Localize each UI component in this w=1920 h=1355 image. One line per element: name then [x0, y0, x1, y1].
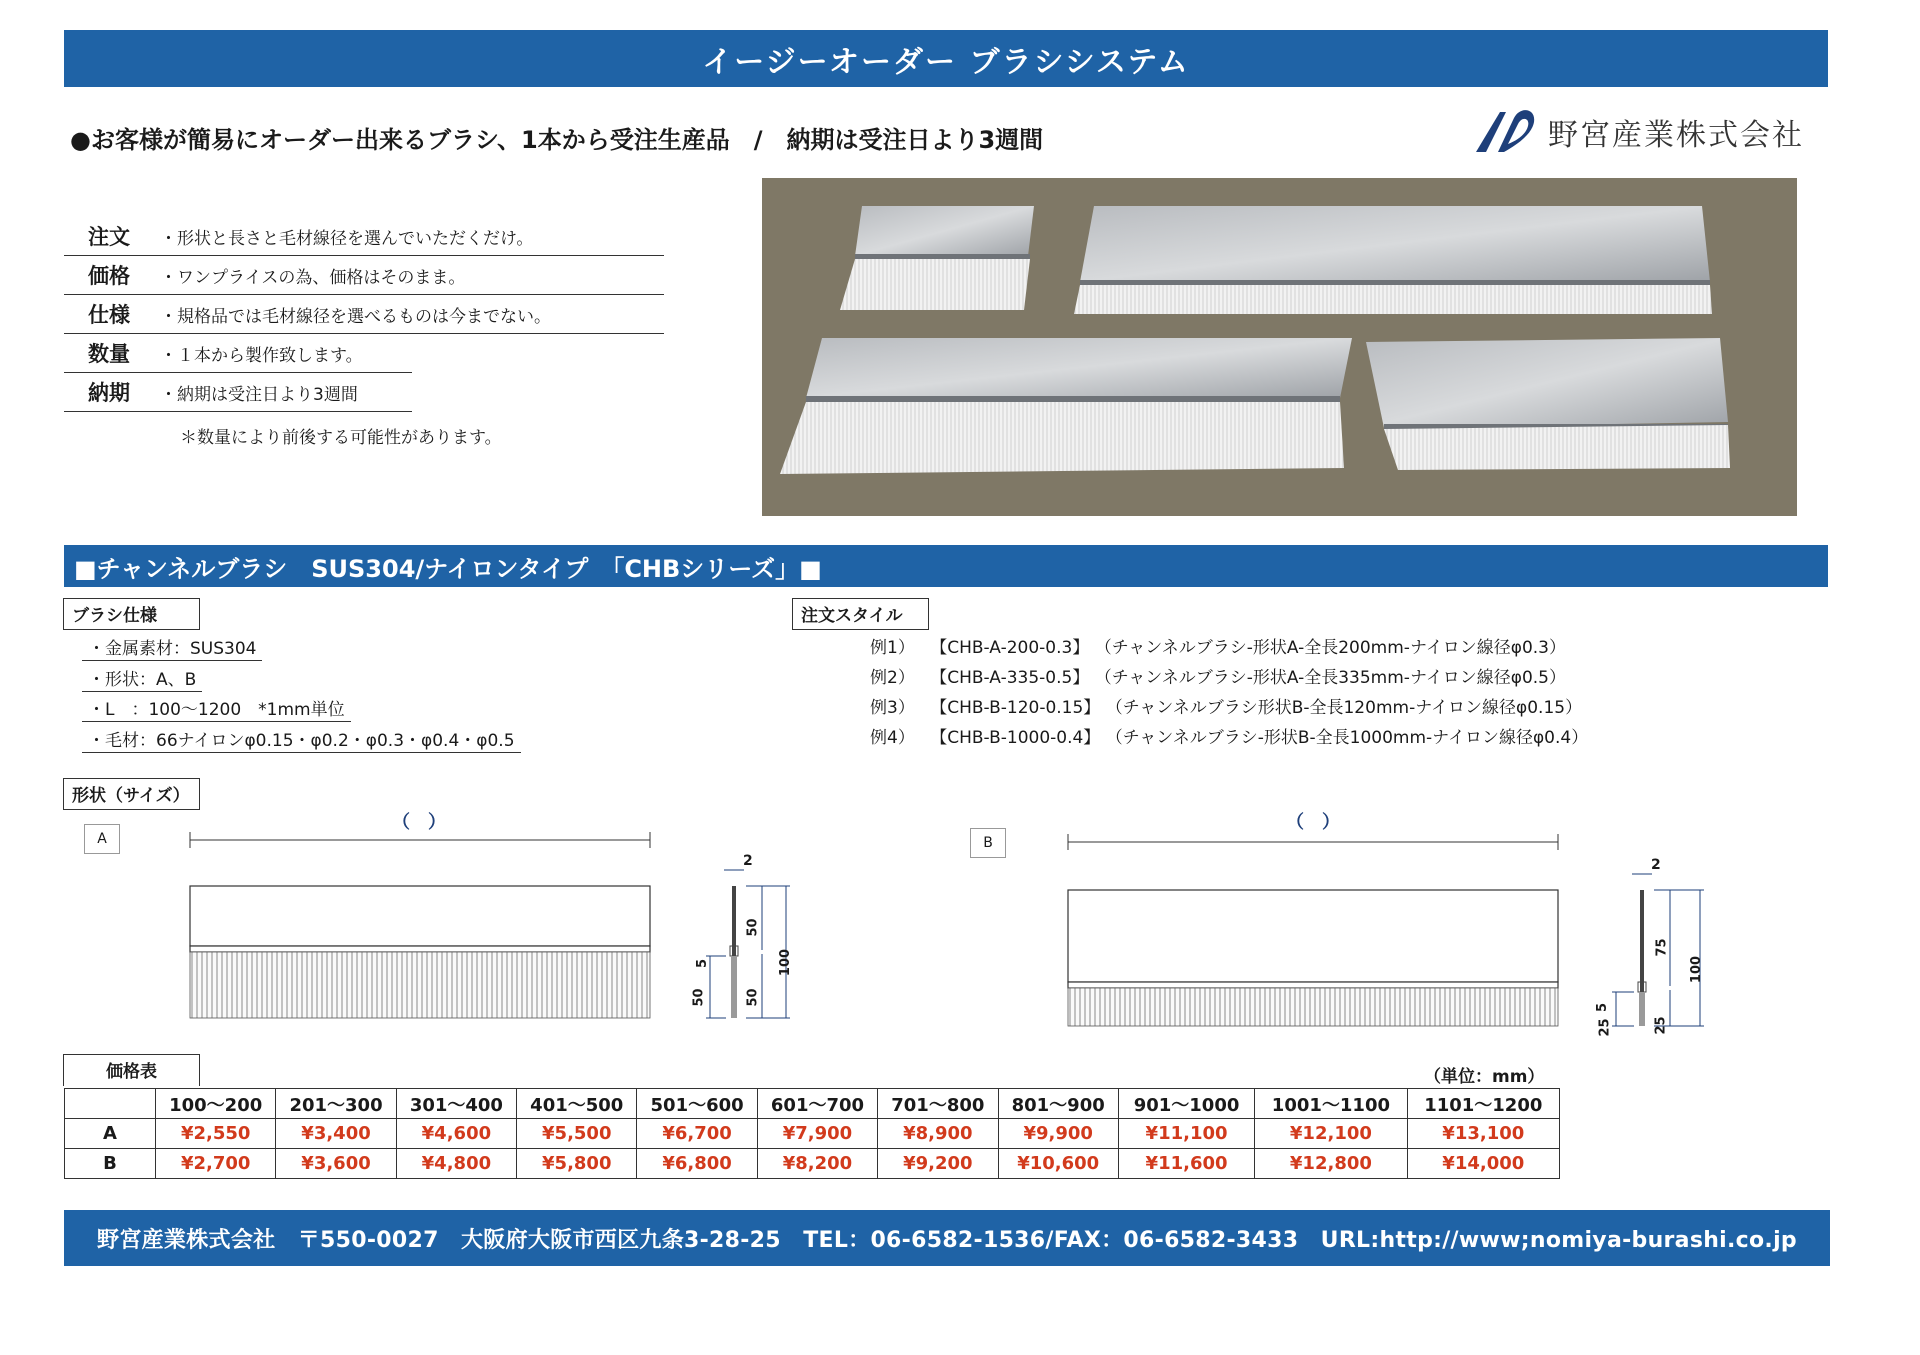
- table-corner-cell: [65, 1089, 156, 1119]
- price-cell: ¥10,600: [998, 1149, 1118, 1179]
- dim-a-total: 100: [778, 948, 794, 977]
- section-title: ■チャンネルブラシ SUS304/ナイロンタイプ 「CHBシリーズ」■: [74, 554, 822, 583]
- dim-a-upper: 50: [745, 918, 761, 937]
- price-cell: ¥5,800: [517, 1149, 637, 1179]
- nomiya-logo-icon: [1470, 104, 1540, 160]
- spec-text: ・形状と長さと毛材線径を選んでいただくだけ。: [160, 228, 534, 249]
- dim-b-bristle-outer: 25: [1597, 1018, 1613, 1037]
- spec-row-spec: [64, 295, 664, 334]
- shape-b-drawing: [1064, 828, 1724, 1058]
- price-cell: ¥5,500: [517, 1119, 637, 1149]
- spec-label: 納期: [88, 381, 130, 405]
- footer-banner: [64, 1210, 1830, 1266]
- spec-text: ・１本から製作致します。: [160, 345, 363, 366]
- table-header-cell: 501～600: [637, 1089, 757, 1119]
- brush-spec-item: ・形状：A、B: [82, 665, 202, 692]
- price-table-label: 価格表: [63, 1054, 200, 1086]
- header-banner: [64, 30, 1828, 87]
- example-num: 例3）: [870, 698, 915, 718]
- dim-a-bristle-outer: 50: [691, 988, 707, 1007]
- price-cell: ¥4,600: [396, 1119, 516, 1149]
- table-header-cell: 601～700: [757, 1089, 877, 1119]
- order-example: [870, 693, 1582, 718]
- price-cell: ¥3,400: [276, 1119, 396, 1149]
- price-unit: （単位：mm）: [1424, 1067, 1545, 1087]
- spec-row-quantity: [64, 334, 412, 373]
- brush-photo-illustration: [762, 178, 1797, 516]
- spec-row-delivery: [64, 373, 412, 412]
- spec-label: 数量: [88, 342, 130, 366]
- spec-text: ・ワンプライスの為、価格はそのまま。: [160, 267, 466, 288]
- order-example: [870, 723, 1588, 748]
- table-header-cell: 1001～1100: [1255, 1089, 1407, 1119]
- table-header-cell: 100～200: [156, 1089, 276, 1119]
- price-cell: ¥11,100: [1118, 1119, 1254, 1149]
- shape-label: 形状（サイズ）: [63, 778, 200, 810]
- table-header-cell: 301～400: [396, 1089, 516, 1119]
- example-desc: （チャンネルブラシ形状B-全長120mm-ナイロン線径φ0.15）: [1105, 698, 1583, 718]
- spec-label: 注文: [88, 225, 130, 249]
- order-example: [870, 633, 1566, 658]
- price-cell: ¥8,200: [757, 1149, 877, 1179]
- example-code: 【CHB-A-200-0.3】: [930, 638, 1090, 658]
- price-cell: ¥8,900: [878, 1119, 998, 1149]
- table-header-cell: 901～1000: [1118, 1089, 1254, 1119]
- spec-text: ・規格品では毛材線径を選べるものは今までない。: [160, 306, 551, 327]
- example-desc: （チャンネルブラシ-形状A-全長335mm-ナイロン線径φ0.5）: [1094, 668, 1567, 688]
- example-code: 【CHB-A-335-0.5】: [930, 668, 1090, 688]
- dim-a-bristle-inner: 50: [745, 988, 761, 1007]
- price-cell: ¥2,550: [156, 1119, 276, 1149]
- row-label: B: [65, 1149, 156, 1179]
- brush-spec-label: ブラシ仕様: [63, 598, 200, 630]
- dim-a-thick: 2: [743, 853, 753, 869]
- table-header-cell: 201～300: [276, 1089, 396, 1119]
- example-num: 例2）: [870, 668, 915, 688]
- example-num: 例4）: [870, 728, 915, 748]
- example-desc: （チャンネルブラシ-形状A-全長200mm-ナイロン線径φ0.3）: [1094, 638, 1567, 658]
- spec-row-order: [64, 217, 664, 256]
- example-num: 例1）: [870, 638, 915, 658]
- price-cell: ¥9,900: [998, 1119, 1118, 1149]
- section-banner: [64, 545, 1828, 587]
- example-desc: （チャンネルブラシ-形状B-全長1000mm-ナイロン線径φ0.4）: [1105, 728, 1589, 748]
- price-cell: ¥2,700: [156, 1149, 276, 1179]
- order-example: [870, 663, 1566, 688]
- footer-contact: 野宮産業株式会社 〒550-0027 大阪府大阪市西区九条3-28-25 TEL：06-6582-1536/FAX：06-6582-3433 URL:http://www;nomiya-burashi.co.jp: [97, 1227, 1797, 1253]
- table-row: [65, 1149, 1560, 1179]
- table-row: [65, 1119, 1560, 1149]
- spec-text: ・納期は受注日より3週間: [160, 384, 358, 405]
- price-cell: ¥6,700: [637, 1119, 757, 1149]
- shape-a-length-label: （ ）: [392, 812, 446, 833]
- price-cell: ¥4,800: [396, 1149, 516, 1179]
- price-cell: ¥6,800: [637, 1149, 757, 1179]
- row-label: A: [65, 1119, 156, 1149]
- price-cell: ¥11,600: [1118, 1149, 1254, 1179]
- shape-a-tag: A: [84, 824, 120, 854]
- table-header-cell: 401～500: [517, 1089, 637, 1119]
- price-cell: ¥14,000: [1407, 1149, 1559, 1179]
- spec-label: 価格: [88, 264, 130, 288]
- brush-spec-item: ・金属素材：SUS304: [82, 634, 262, 661]
- dim-b-channel: 5: [1595, 1002, 1611, 1013]
- example-code: 【CHB-B-1000-0.4】: [930, 728, 1101, 748]
- product-photo: [762, 178, 1797, 516]
- company-name: 野宮産業株式会社: [1548, 118, 1804, 153]
- dim-b-bristle-inner: 25: [1653, 1016, 1669, 1035]
- table-header-cell: 701～800: [878, 1089, 998, 1119]
- table-header-row: [65, 1089, 1560, 1119]
- price-cell: ¥12,100: [1255, 1119, 1407, 1149]
- order-style-label: 注文スタイル: [792, 598, 929, 630]
- price-cell: ¥12,800: [1255, 1149, 1407, 1179]
- price-cell: ¥13,100: [1407, 1119, 1559, 1149]
- price-table: [64, 1088, 1560, 1179]
- shape-b-length-label: （ ）: [1286, 812, 1340, 833]
- company-logo: [1470, 104, 1804, 160]
- spec-label: 仕様: [88, 303, 130, 327]
- price-cell: ¥9,200: [878, 1149, 998, 1179]
- brush-spec-item: ・L ：100～1200 *1mm単位: [82, 695, 351, 722]
- price-cell: ¥7,900: [757, 1119, 877, 1149]
- dim-b-upper: 75: [1654, 938, 1670, 957]
- price-cell: ¥3,600: [276, 1149, 396, 1179]
- tagline: ●お客様が簡易にオーダー出来るブラシ、1本から受注生産品 / 納期は受注日より3週間: [70, 126, 1044, 154]
- shape-a-drawing: [186, 828, 806, 1048]
- spec-note: ＊数量により前後する可能性があります。: [180, 428, 502, 448]
- dim-a-channel: 5: [695, 958, 711, 969]
- table-header-cell: 1101～1200: [1407, 1089, 1559, 1119]
- brush-spec-item: ・毛材：66ナイロンφ0.15・φ0.2・φ0.3・φ0.4・φ0.5: [82, 726, 521, 753]
- dim-b-thick: 2: [1651, 857, 1661, 873]
- shape-b-tag: B: [970, 828, 1006, 858]
- spec-row-price: [64, 256, 664, 295]
- example-code: 【CHB-B-120-0.15】: [930, 698, 1101, 718]
- page-title: イージーオーダー ブラシシステム: [702, 44, 1190, 80]
- dim-b-total: 100: [1689, 955, 1705, 984]
- table-header-cell: 801～900: [998, 1089, 1118, 1119]
